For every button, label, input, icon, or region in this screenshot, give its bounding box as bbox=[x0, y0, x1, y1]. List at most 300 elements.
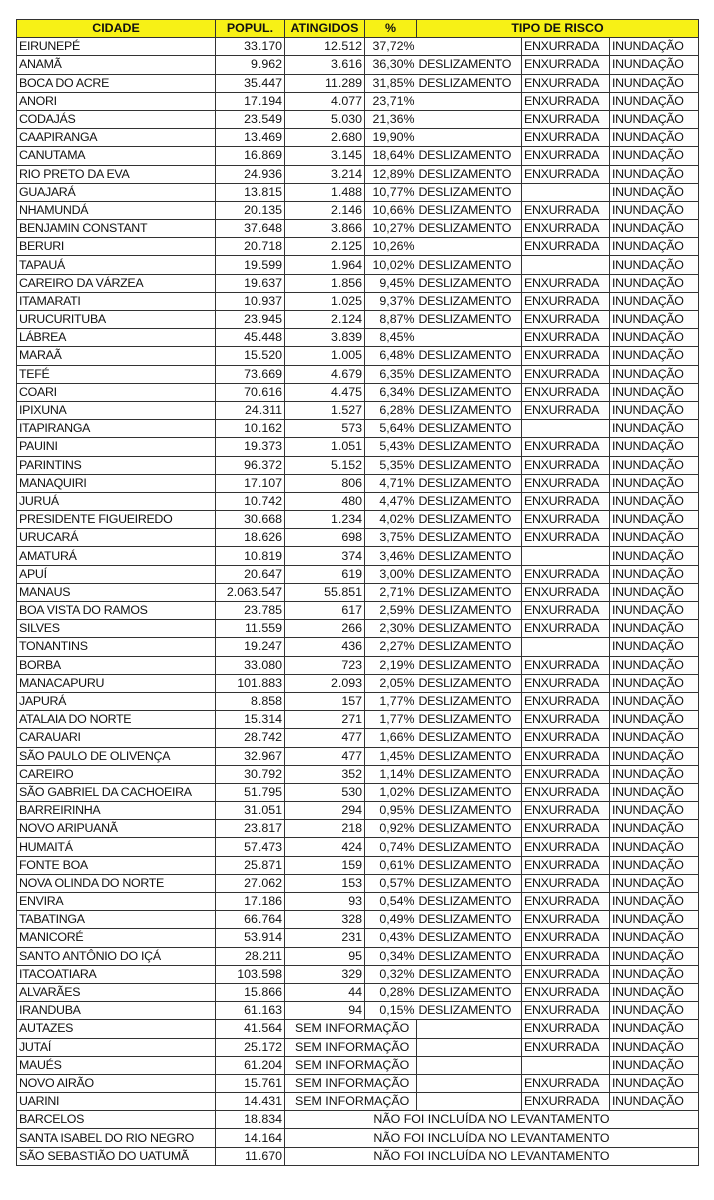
cell-popul: 23.817 bbox=[216, 820, 285, 838]
cell-atingidos: 1.527 bbox=[285, 401, 365, 419]
cell-enxurrada: ENXURRADA bbox=[522, 729, 610, 747]
cell-atingidos: 477 bbox=[285, 747, 365, 765]
table-row bbox=[17, 820, 699, 838]
cell-popul: 15.761 bbox=[216, 1074, 285, 1092]
cell-atingidos: 218 bbox=[285, 820, 365, 838]
cell-inundacao: INUNDAÇÃO bbox=[610, 656, 699, 674]
cell-deslizamento bbox=[417, 1074, 522, 1092]
cell-cidade: AUTAZES bbox=[17, 1020, 216, 1038]
cell-cidade: FONTE BOA bbox=[17, 856, 216, 874]
table-row bbox=[17, 674, 699, 692]
cell-popul: 15.866 bbox=[216, 983, 285, 1001]
cell-status: SEM INFORMAÇÃO bbox=[285, 1093, 417, 1111]
cell-atingidos: 1.005 bbox=[285, 347, 365, 365]
table-row bbox=[17, 74, 699, 92]
cell-enxurrada: ENXURRADA bbox=[522, 602, 610, 620]
cell-pct: 5,35% bbox=[365, 456, 417, 474]
cell-enxurrada: ENXURRADA bbox=[522, 201, 610, 219]
cell-cidade: GUAJARÁ bbox=[17, 183, 216, 201]
cell-deslizamento: DESLIZAMENTO bbox=[417, 874, 522, 892]
table-row bbox=[17, 729, 699, 747]
cell-inundacao: INUNDAÇÃO bbox=[610, 511, 699, 529]
cell-deslizamento: DESLIZAMENTO bbox=[417, 347, 522, 365]
cell-deslizamento: DESLIZAMENTO bbox=[417, 820, 522, 838]
cell-status: SEM INFORMAÇÃO bbox=[285, 1038, 417, 1056]
table-row bbox=[17, 256, 699, 274]
cell-popul: 96.372 bbox=[216, 456, 285, 474]
cell-atingidos: 480 bbox=[285, 492, 365, 510]
cell-cidade: CAAPIRANGA bbox=[17, 129, 216, 147]
table-row bbox=[17, 911, 699, 929]
cell-atingidos: 617 bbox=[285, 602, 365, 620]
cell-pct: 0,95% bbox=[365, 802, 417, 820]
cell-atingidos: 3.616 bbox=[285, 56, 365, 74]
cell-deslizamento: DESLIZAMENTO bbox=[417, 256, 522, 274]
cell-deslizamento: DESLIZAMENTO bbox=[417, 729, 522, 747]
cell-inundacao: INUNDAÇÃO bbox=[610, 365, 699, 383]
cell-popul: 14.164 bbox=[216, 1129, 285, 1147]
cell-inundacao: INUNDAÇÃO bbox=[610, 1074, 699, 1092]
cell-enxurrada: ENXURRADA bbox=[522, 747, 610, 765]
cell-popul: 17.107 bbox=[216, 474, 285, 492]
cell-popul: 16.869 bbox=[216, 147, 285, 165]
cell-enxurrada: ENXURRADA bbox=[522, 492, 610, 510]
cell-note: NÃO FOI INCLUÍDA NO LEVANTAMENTO bbox=[285, 1129, 699, 1147]
cell-cidade: CARAUARI bbox=[17, 729, 216, 747]
table-row bbox=[17, 220, 699, 238]
cell-enxurrada: ENXURRADA bbox=[522, 292, 610, 310]
cell-cidade: TABATINGA bbox=[17, 911, 216, 929]
cell-deslizamento: DESLIZAMENTO bbox=[417, 802, 522, 820]
cell-enxurrada: ENXURRADA bbox=[522, 583, 610, 601]
cell-deslizamento: DESLIZAMENTO bbox=[417, 547, 522, 565]
cell-inundacao: INUNDAÇÃO bbox=[610, 183, 699, 201]
cell-deslizamento: DESLIZAMENTO bbox=[417, 893, 522, 911]
cell-deslizamento: DESLIZAMENTO bbox=[417, 747, 522, 765]
cell-enxurrada: ENXURRADA bbox=[522, 329, 610, 347]
table-row bbox=[17, 456, 699, 474]
cell-atingidos: 11.289 bbox=[285, 74, 365, 92]
cell-pct: 2,59% bbox=[365, 602, 417, 620]
cell-enxurrada: ENXURRADA bbox=[522, 56, 610, 74]
table-row bbox=[17, 183, 699, 201]
cell-inundacao: INUNDAÇÃO bbox=[610, 1002, 699, 1020]
cell-deslizamento bbox=[417, 92, 522, 110]
cell-pct: 9,45% bbox=[365, 274, 417, 292]
cell-cidade: ITACOATIARA bbox=[17, 965, 216, 983]
table-row bbox=[17, 511, 699, 529]
cell-enxurrada bbox=[522, 183, 610, 201]
cell-enxurrada: ENXURRADA bbox=[522, 438, 610, 456]
risk-table bbox=[16, 19, 699, 1166]
cell-deslizamento: DESLIZAMENTO bbox=[417, 274, 522, 292]
cell-enxurrada: ENXURRADA bbox=[522, 92, 610, 110]
cell-popul: 9.962 bbox=[216, 56, 285, 74]
cell-enxurrada: ENXURRADA bbox=[522, 674, 610, 692]
cell-popul: 25.172 bbox=[216, 1038, 285, 1056]
cell-deslizamento: DESLIZAMENTO bbox=[417, 183, 522, 201]
cell-enxurrada: ENXURRADA bbox=[522, 129, 610, 147]
header-row bbox=[17, 20, 699, 38]
table-row bbox=[17, 656, 699, 674]
cell-note: NÃO FOI INCLUÍDA NO LEVANTAMENTO bbox=[285, 1111, 699, 1129]
cell-atingidos: 329 bbox=[285, 965, 365, 983]
cell-inundacao: INUNDAÇÃO bbox=[610, 274, 699, 292]
cell-cidade: ITAMARATI bbox=[17, 292, 216, 310]
cell-atingidos: 1.025 bbox=[285, 292, 365, 310]
cell-status: SEM INFORMAÇÃO bbox=[285, 1074, 417, 1092]
cell-atingidos: 328 bbox=[285, 911, 365, 929]
cell-enxurrada: ENXURRADA bbox=[522, 947, 610, 965]
cell-pct: 2,30% bbox=[365, 620, 417, 638]
cell-popul: 17.194 bbox=[216, 92, 285, 110]
cell-atingidos: 1.234 bbox=[285, 511, 365, 529]
table-row bbox=[17, 274, 699, 292]
cell-inundacao: INUNDAÇÃO bbox=[610, 201, 699, 219]
cell-enxurrada: ENXURRADA bbox=[522, 165, 610, 183]
cell-atingidos: 573 bbox=[285, 420, 365, 438]
cell-enxurrada: ENXURRADA bbox=[522, 147, 610, 165]
cell-deslizamento bbox=[417, 110, 522, 128]
cell-inundacao: INUNDAÇÃO bbox=[610, 911, 699, 929]
cell-atingidos: 159 bbox=[285, 856, 365, 874]
cell-cidade: EIRUNEPÉ bbox=[17, 38, 216, 56]
cell-inundacao: INUNDAÇÃO bbox=[610, 529, 699, 547]
cell-inundacao: INUNDAÇÃO bbox=[610, 929, 699, 947]
cell-atingidos: 271 bbox=[285, 711, 365, 729]
cell-inundacao: INUNDAÇÃO bbox=[610, 420, 699, 438]
cell-inundacao: INUNDAÇÃO bbox=[610, 747, 699, 765]
cell-enxurrada: ENXURRADA bbox=[522, 911, 610, 929]
cell-atingidos: 2.146 bbox=[285, 201, 365, 219]
cell-popul: 13.815 bbox=[216, 183, 285, 201]
cell-cidade: ANAMÃ bbox=[17, 56, 216, 74]
cell-inundacao: INUNDAÇÃO bbox=[610, 947, 699, 965]
table-row bbox=[17, 474, 699, 492]
cell-status: SEM INFORMAÇÃO bbox=[285, 1056, 417, 1074]
table-row bbox=[17, 238, 699, 256]
cell-atingidos: 157 bbox=[285, 692, 365, 710]
cell-popul: 20.718 bbox=[216, 238, 285, 256]
cell-popul: 10.819 bbox=[216, 547, 285, 565]
cell-popul: 11.559 bbox=[216, 620, 285, 638]
cell-cidade: COARI bbox=[17, 383, 216, 401]
cell-atingidos: 3.145 bbox=[285, 147, 365, 165]
cell-pct: 10,26% bbox=[365, 238, 417, 256]
cell-enxurrada: ENXURRADA bbox=[522, 874, 610, 892]
cell-popul: 70.616 bbox=[216, 383, 285, 401]
cell-inundacao: INUNDAÇÃO bbox=[610, 438, 699, 456]
cell-popul: 20.135 bbox=[216, 201, 285, 219]
cell-cidade: AMATURÁ bbox=[17, 547, 216, 565]
cell-atingidos: 1.964 bbox=[285, 256, 365, 274]
cell-inundacao: INUNDAÇÃO bbox=[610, 311, 699, 329]
table-row bbox=[17, 893, 699, 911]
cell-enxurrada: ENXURRADA bbox=[522, 220, 610, 238]
cell-popul: 10.742 bbox=[216, 492, 285, 510]
table-row bbox=[17, 856, 699, 874]
cell-enxurrada: ENXURRADA bbox=[522, 74, 610, 92]
cell-atingidos: 723 bbox=[285, 656, 365, 674]
cell-pct: 0,57% bbox=[365, 874, 417, 892]
cell-popul: 18.834 bbox=[216, 1111, 285, 1129]
cell-popul: 13.469 bbox=[216, 129, 285, 147]
cell-deslizamento: DESLIZAMENTO bbox=[417, 220, 522, 238]
cell-inundacao: INUNDAÇÃO bbox=[610, 692, 699, 710]
cell-cidade: URUCURITUBA bbox=[17, 311, 216, 329]
cell-pct: 36,30% bbox=[365, 56, 417, 74]
cell-cidade: BORBA bbox=[17, 656, 216, 674]
cell-pct: 1,77% bbox=[365, 692, 417, 710]
table-row bbox=[17, 38, 699, 56]
cell-inundacao: INUNDAÇÃO bbox=[610, 492, 699, 510]
cell-popul: 31.051 bbox=[216, 802, 285, 820]
table-row bbox=[17, 420, 699, 438]
cell-deslizamento bbox=[417, 238, 522, 256]
cell-deslizamento: DESLIZAMENTO bbox=[417, 783, 522, 801]
cell-pct: 6,28% bbox=[365, 401, 417, 419]
cell-pct: 6,34% bbox=[365, 383, 417, 401]
cell-enxurrada: ENXURRADA bbox=[522, 474, 610, 492]
cell-popul: 27.062 bbox=[216, 874, 285, 892]
table-row bbox=[17, 383, 699, 401]
cell-popul: 18.626 bbox=[216, 529, 285, 547]
cell-atingidos: 352 bbox=[285, 765, 365, 783]
cell-atingidos: 294 bbox=[285, 802, 365, 820]
cell-cidade: BARCELOS bbox=[17, 1111, 216, 1129]
cell-pct: 2,19% bbox=[365, 656, 417, 674]
cell-cidade: SILVES bbox=[17, 620, 216, 638]
table-body bbox=[17, 38, 699, 1166]
cell-inundacao: INUNDAÇÃO bbox=[610, 547, 699, 565]
cell-popul: 20.647 bbox=[216, 565, 285, 583]
cell-inundacao: INUNDAÇÃO bbox=[610, 1038, 699, 1056]
cell-atingidos: 55.851 bbox=[285, 583, 365, 601]
cell-atingidos: 1.856 bbox=[285, 274, 365, 292]
cell-cidade: ATALAIA DO NORTE bbox=[17, 711, 216, 729]
cell-atingidos: 3.866 bbox=[285, 220, 365, 238]
cell-cidade: TAPAUÁ bbox=[17, 256, 216, 274]
cell-note: NÃO FOI INCLUÍDA NO LEVANTAMENTO bbox=[285, 1147, 699, 1165]
cell-pct: 10,02% bbox=[365, 256, 417, 274]
cell-atingidos: 2.680 bbox=[285, 129, 365, 147]
cell-deslizamento: DESLIZAMENTO bbox=[417, 947, 522, 965]
cell-inundacao: INUNDAÇÃO bbox=[610, 783, 699, 801]
cell-pct: 31,85% bbox=[365, 74, 417, 92]
cell-enxurrada: ENXURRADA bbox=[522, 965, 610, 983]
cell-inundacao: INUNDAÇÃO bbox=[610, 92, 699, 110]
cell-cidade: NHAMUNDÁ bbox=[17, 201, 216, 219]
cell-cidade: JURUÁ bbox=[17, 492, 216, 510]
cell-enxurrada: ENXURRADA bbox=[522, 838, 610, 856]
cell-atingidos: 1.051 bbox=[285, 438, 365, 456]
cell-atingidos: 374 bbox=[285, 547, 365, 565]
cell-pct: 10,77% bbox=[365, 183, 417, 201]
cell-inundacao: INUNDAÇÃO bbox=[610, 56, 699, 74]
table-row bbox=[17, 529, 699, 547]
cell-pct: 3,00% bbox=[365, 565, 417, 583]
cell-popul: 32.967 bbox=[216, 747, 285, 765]
cell-popul: 61.163 bbox=[216, 1002, 285, 1020]
cell-inundacao: INUNDAÇÃO bbox=[610, 347, 699, 365]
cell-inundacao: INUNDAÇÃO bbox=[610, 456, 699, 474]
cell-atingidos: 4.077 bbox=[285, 92, 365, 110]
cell-inundacao: INUNDAÇÃO bbox=[610, 620, 699, 638]
cell-enxurrada: ENXURRADA bbox=[522, 893, 610, 911]
cell-deslizamento: DESLIZAMENTO bbox=[417, 983, 522, 1001]
table-row bbox=[17, 620, 699, 638]
cell-popul: 23.945 bbox=[216, 311, 285, 329]
cell-inundacao: INUNDAÇÃO bbox=[610, 1093, 699, 1111]
cell-enxurrada: ENXURRADA bbox=[522, 529, 610, 547]
cell-cidade: NOVO AIRÃO bbox=[17, 1074, 216, 1092]
table-row bbox=[17, 565, 699, 583]
cell-pct: 2,71% bbox=[365, 583, 417, 601]
cell-deslizamento bbox=[417, 1038, 522, 1056]
cell-popul: 15.520 bbox=[216, 347, 285, 365]
cell-pct: 6,35% bbox=[365, 365, 417, 383]
cell-inundacao: INUNDAÇÃO bbox=[610, 401, 699, 419]
cell-inundacao: INUNDAÇÃO bbox=[610, 74, 699, 92]
cell-popul: 24.311 bbox=[216, 401, 285, 419]
cell-popul: 53.914 bbox=[216, 929, 285, 947]
cell-enxurrada: ENXURRADA bbox=[522, 110, 610, 128]
cell-pct: 9,37% bbox=[365, 292, 417, 310]
cell-inundacao: INUNDAÇÃO bbox=[610, 110, 699, 128]
cell-inundacao: INUNDAÇÃO bbox=[610, 1020, 699, 1038]
cell-atingidos: 3.214 bbox=[285, 165, 365, 183]
table-row bbox=[17, 438, 699, 456]
cell-cidade: MAUÉS bbox=[17, 1056, 216, 1074]
cell-deslizamento: DESLIZAMENTO bbox=[417, 602, 522, 620]
table-row bbox=[17, 874, 699, 892]
cell-cidade: BERURI bbox=[17, 238, 216, 256]
cell-pct: 1,14% bbox=[365, 765, 417, 783]
cell-enxurrada: ENXURRADA bbox=[522, 820, 610, 838]
cell-pct: 0,34% bbox=[365, 947, 417, 965]
cell-inundacao: INUNDAÇÃO bbox=[610, 292, 699, 310]
cell-pct: 0,49% bbox=[365, 911, 417, 929]
cell-atingidos: 4.475 bbox=[285, 383, 365, 401]
table-row bbox=[17, 638, 699, 656]
cell-inundacao: INUNDAÇÃO bbox=[610, 965, 699, 983]
cell-inundacao: INUNDAÇÃO bbox=[610, 565, 699, 583]
cell-cidade: ANORI bbox=[17, 92, 216, 110]
cell-cidade: TEFÉ bbox=[17, 365, 216, 383]
cell-popul: 45.448 bbox=[216, 329, 285, 347]
cell-cidade: SANTO ANTÔNIO DO IÇÁ bbox=[17, 947, 216, 965]
cell-deslizamento: DESLIZAMENTO bbox=[417, 74, 522, 92]
cell-deslizamento: DESLIZAMENTO bbox=[417, 929, 522, 947]
cell-pct: 2,27% bbox=[365, 638, 417, 656]
cell-cidade: IRANDUBA bbox=[17, 1002, 216, 1020]
cell-deslizamento: DESLIZAMENTO bbox=[417, 656, 522, 674]
table-row bbox=[17, 311, 699, 329]
cell-inundacao: INUNDAÇÃO bbox=[610, 893, 699, 911]
header-popul: POPUL. bbox=[216, 20, 285, 38]
cell-enxurrada: ENXURRADA bbox=[522, 1020, 610, 1038]
cell-cidade: JAPURÁ bbox=[17, 692, 216, 710]
cell-atingidos: 2.093 bbox=[285, 674, 365, 692]
cell-cidade: BOA VISTA DO RAMOS bbox=[17, 602, 216, 620]
cell-inundacao: INUNDAÇÃO bbox=[610, 256, 699, 274]
cell-enxurrada: ENXURRADA bbox=[522, 274, 610, 292]
cell-deslizamento bbox=[417, 38, 522, 56]
cell-enxurrada bbox=[522, 1056, 610, 1074]
cell-enxurrada: ENXURRADA bbox=[522, 565, 610, 583]
table-row bbox=[17, 602, 699, 620]
cell-pct: 1,02% bbox=[365, 783, 417, 801]
cell-cidade: CAREIRO bbox=[17, 765, 216, 783]
cell-cidade: ITAPIRANGA bbox=[17, 420, 216, 438]
cell-atingidos: 231 bbox=[285, 929, 365, 947]
cell-atingidos: 2.124 bbox=[285, 311, 365, 329]
cell-cidade: LÁBREA bbox=[17, 329, 216, 347]
cell-deslizamento: DESLIZAMENTO bbox=[417, 383, 522, 401]
cell-atingidos: 4.679 bbox=[285, 365, 365, 383]
cell-enxurrada: ENXURRADA bbox=[522, 456, 610, 474]
cell-inundacao: INUNDAÇÃO bbox=[610, 474, 699, 492]
table-row bbox=[17, 983, 699, 1001]
cell-popul: 66.764 bbox=[216, 911, 285, 929]
cell-popul: 10.937 bbox=[216, 292, 285, 310]
cell-enxurrada: ENXURRADA bbox=[522, 692, 610, 710]
table-row bbox=[17, 401, 699, 419]
cell-popul: 30.792 bbox=[216, 765, 285, 783]
cell-inundacao: INUNDAÇÃO bbox=[610, 165, 699, 183]
cell-enxurrada: ENXURRADA bbox=[522, 347, 610, 365]
cell-inundacao: INUNDAÇÃO bbox=[610, 638, 699, 656]
table-row-sem-informacao bbox=[17, 1074, 699, 1092]
table-row bbox=[17, 747, 699, 765]
cell-enxurrada: ENXURRADA bbox=[522, 383, 610, 401]
cell-popul: 35.447 bbox=[216, 74, 285, 92]
cell-popul: 19.373 bbox=[216, 438, 285, 456]
cell-pct: 0,43% bbox=[365, 929, 417, 947]
cell-cidade: MARAÃ bbox=[17, 347, 216, 365]
cell-cidade: MANACAPURU bbox=[17, 674, 216, 692]
cell-cidade: MANICORÉ bbox=[17, 929, 216, 947]
cell-enxurrada: ENXURRADA bbox=[522, 620, 610, 638]
cell-cidade: PARINTINS bbox=[17, 456, 216, 474]
cell-popul: 19.637 bbox=[216, 274, 285, 292]
cell-popul: 24.936 bbox=[216, 165, 285, 183]
cell-cidade: SÃO SEBASTIÃO DO UATUMÃ bbox=[17, 1147, 216, 1165]
cell-enxurrada: ENXURRADA bbox=[522, 802, 610, 820]
cell-cidade: BARREIRINHA bbox=[17, 802, 216, 820]
table-row bbox=[17, 201, 699, 219]
table-row-excluded bbox=[17, 1147, 699, 1165]
cell-atingidos: 93 bbox=[285, 893, 365, 911]
cell-deslizamento bbox=[417, 1020, 522, 1038]
table-row bbox=[17, 947, 699, 965]
cell-deslizamento: DESLIZAMENTO bbox=[417, 674, 522, 692]
cell-pct: 0,28% bbox=[365, 983, 417, 1001]
cell-cidade: JUTAÍ bbox=[17, 1038, 216, 1056]
cell-deslizamento bbox=[417, 129, 522, 147]
cell-cidade: HUMAITÁ bbox=[17, 838, 216, 856]
cell-popul: 11.670 bbox=[216, 1147, 285, 1165]
cell-atingidos: 5.030 bbox=[285, 110, 365, 128]
table-row bbox=[17, 492, 699, 510]
cell-inundacao: INUNDAÇÃO bbox=[610, 38, 699, 56]
cell-popul: 103.598 bbox=[216, 965, 285, 983]
cell-pct: 0,54% bbox=[365, 893, 417, 911]
cell-popul: 28.742 bbox=[216, 729, 285, 747]
cell-enxurrada: ENXURRADA bbox=[522, 38, 610, 56]
cell-enxurrada: ENXURRADA bbox=[522, 1002, 610, 1020]
table-row bbox=[17, 711, 699, 729]
